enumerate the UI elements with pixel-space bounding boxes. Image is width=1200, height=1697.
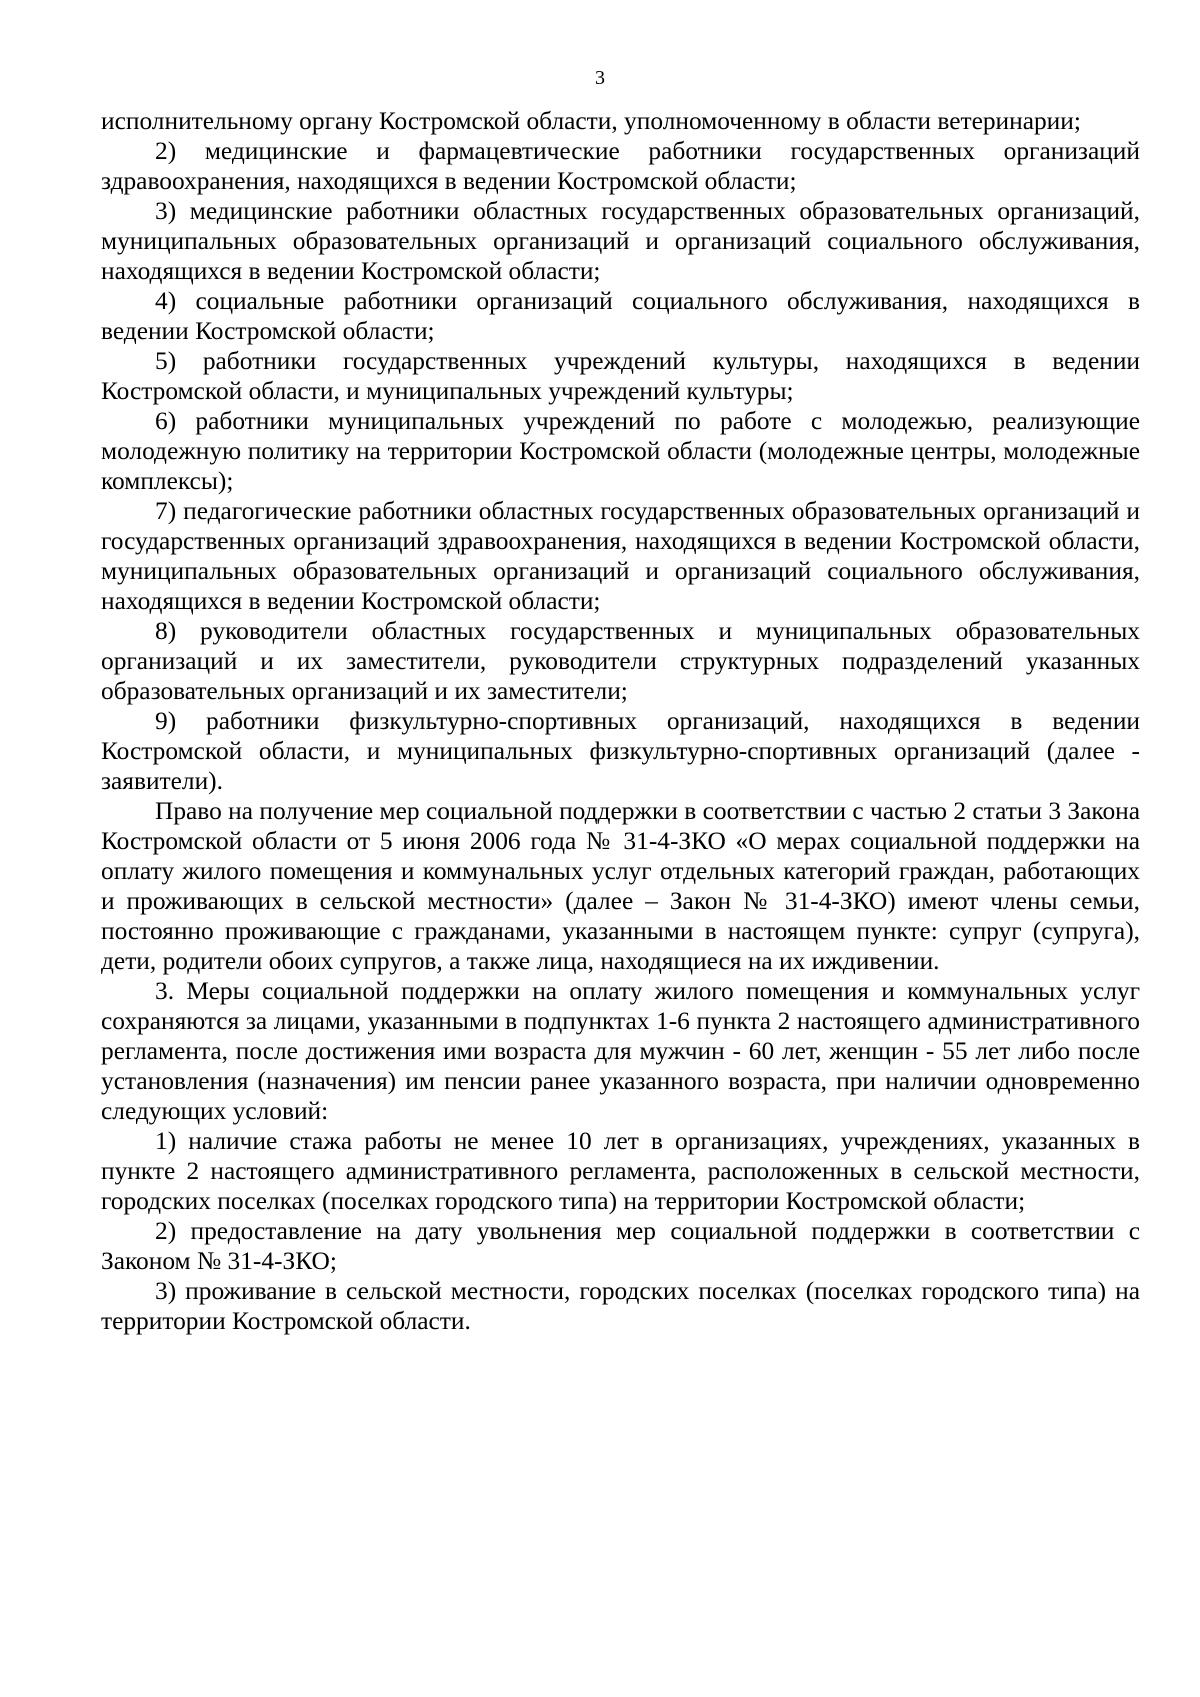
paragraph-item-5: 5) работники государственных учреждений культуры, находящихся в ведении Костромской области, и муниципальных учреждений культуры; (101, 347, 1140, 405)
page-number: 3 (595, 67, 605, 89)
paragraph-item-9: 9) работники физкультурно-спортивных организаций, находящихся в ведении Костромской области, и муниципальных физкультурно-спортивных организаций (далее - заявители). (101, 707, 1140, 795)
paragraph-item-2: 2) медицинские и фармацевтические работники государственных организаций здравоохранения, находящихся в ведении Костромской области; (101, 137, 1140, 195)
paragraph-continuation: исполнительному органу Костромской области, уполномоченному в области ветеринарии; (101, 107, 1081, 135)
paragraph-item-8: 8) руководители областных государственных и муниципальных образовательных организаций и их заместители, руководители структурных подразделений указанных образовательных организаций и их заместители; (101, 617, 1140, 705)
paragraph-item-7: 7) педагогические работники областных государственных образовательных организаций и государственных организаций здравоохранения, находящихся в ведении Костромской области, муниципальных образовательных организаций и организаций социального обслуживания, находящихся в ведении Костромской области; (101, 497, 1140, 615)
paragraph-item-6: 6) работники муниципальных учреждений по работе с молодежью, реализующие молодежную политику на территории Костромской области (молодежные центры, молодежные комплексы); (101, 407, 1140, 495)
paragraph-item-3: 3) медицинские работники областных государственных образовательных организаций, муниципальных образовательных организаций и организаций социального обслуживания, находящихся в ведении Костромской области; (101, 197, 1140, 285)
paragraph-condition-3: 3) проживание в сельской местности, городских поселках (поселках городского типа) на территории Костромской области. (101, 1277, 1140, 1335)
paragraph-section-3: 3. Меры социальной поддержки на оплату жилого помещения и коммунальных услуг сохраняются за лицами, указанными в подпунктах 1-6 пункта 2 настоящего административного регламента, после достижения ими возраста для мужчин - 60 лет, женщин - 55 лет либо после установления (назначения) им пенсии ранее указанного возраста, при наличии одновременно следующих условий: (101, 977, 1140, 1125)
paragraph-condition-2: 2) предоставление на дату увольнения мер социальной поддержки в соответствии с Законом № 31-4-ЗКО; (101, 1217, 1140, 1275)
paragraph-item-4: 4) социальные работники организаций социального обслуживания, находящихся в ведении Костромской области; (101, 287, 1140, 345)
paragraph-family-rights: Право на получение мер социальной поддержки в соответствии с частью 2 статьи 3 Закона Костромской области от 5 июня 2006 года № 31-4-ЗКО «О мерах социальной поддержки на оплату жилого помещения и коммунальных услуг отдельных категорий граждан, работающих и проживающих в сельской местности» (далее – Закон № 31-4-ЗКО) имеют члены семьи, постоянно проживающие с гражданами, указанными в настоящем пункте: супруг (супруга), дети, родители обоих супругов, а также лица, находящиеся на их иждивении. (101, 797, 1140, 975)
paragraph-condition-1: 1) наличие стажа работы не менее 10 лет в организациях, учреждениях, указанных в пункте 2 настоящего административного регламента, расположенных в сельской местности, городских поселках (поселках городского типа) на территории Костромской области; (101, 1127, 1140, 1215)
document-body (101, 106, 1140, 1336)
